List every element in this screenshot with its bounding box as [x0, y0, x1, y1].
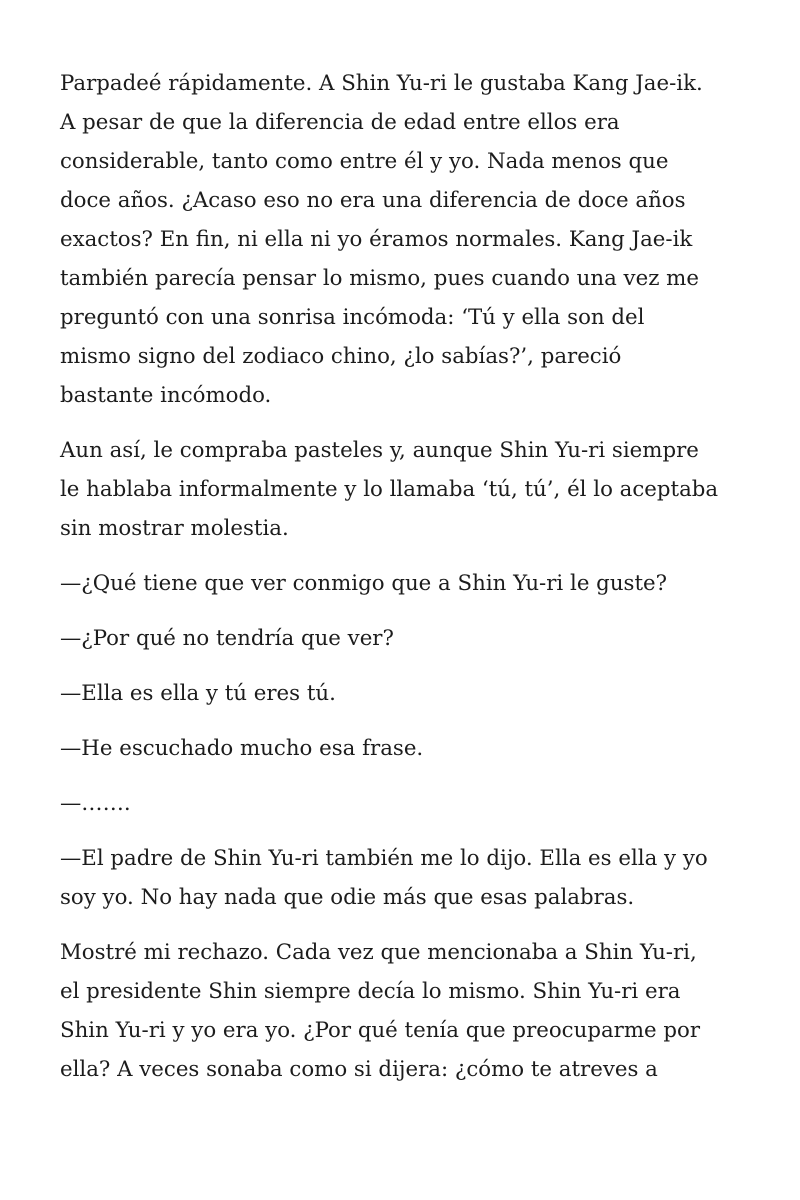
text-line: bastante incómodo.: [60, 383, 272, 408]
text-line: Shin Yu-ri y yo era yo. ¿Por qué tenía que preocuparme por: [60, 1018, 701, 1043]
text-line: soy yo. No hay nada que odie más que esas palabras.: [60, 885, 635, 910]
text-line: —¿Por qué no tendría que ver?: [60, 626, 394, 651]
text-line: —…….: [60, 791, 131, 816]
dialogue-line: [60, 839, 750, 917]
dialogue-line: [60, 674, 750, 713]
paragraph: [60, 64, 750, 415]
paragraph: [60, 431, 750, 548]
text-line: mismo signo del zodiaco chino, ¿lo sabías?’, pareció: [60, 344, 622, 369]
text-line: —El padre de Shin Yu-ri también me lo dijo. Ella es ella y yo: [60, 846, 708, 871]
text-line: preguntó con una sonrisa incómoda: ‘Tú y ella son del: [60, 305, 645, 330]
text-line: Mostré mi rechazo. Cada vez que mencionaba a Shin Yu-ri,: [60, 940, 697, 965]
dialogue-line: [60, 784, 750, 823]
text-line: considerable, tanto como entre él y yo. Nada menos que: [60, 149, 669, 174]
text-line: también parecía pensar lo mismo, pues cuando una vez me: [60, 266, 699, 291]
text-line: doce años. ¿Acaso eso no era una diferencia de doce años: [60, 188, 686, 213]
text-line: le hablaba informalmente y lo llamaba ‘tú, tú’, él lo aceptaba: [60, 477, 719, 502]
text-line: ella? A veces sonaba como si dijera: ¿cómo te atreves a: [60, 1057, 658, 1082]
dialogue-line: [60, 619, 750, 658]
document-page: [60, 64, 750, 1105]
text-line: —Ella es ella y tú eres tú.: [60, 681, 336, 706]
text-line: —He escuchado mucho esa frase.: [60, 736, 424, 761]
dialogue-line: [60, 729, 750, 768]
text-line: A pesar de que la diferencia de edad entre ellos era: [60, 110, 620, 135]
text-line: sin mostrar molestia.: [60, 516, 289, 541]
dialogue-line: [60, 564, 750, 603]
paragraph: [60, 933, 750, 1089]
text-line: exactos? En fin, ni ella ni yo éramos normales. Kang Jae-ik: [60, 227, 693, 252]
text-line: Aun así, le compraba pasteles y, aunque Shin Yu-ri siempre: [60, 438, 699, 463]
text-line: el presidente Shin siempre decía lo mismo. Shin Yu-ri era: [60, 979, 681, 1004]
text-line: —¿Qué tiene que ver conmigo que a Shin Yu-ri le guste?: [60, 571, 668, 596]
text-line: Parpadeé rápidamente. A Shin Yu-ri le gustaba Kang Jae-ik.: [60, 71, 703, 96]
